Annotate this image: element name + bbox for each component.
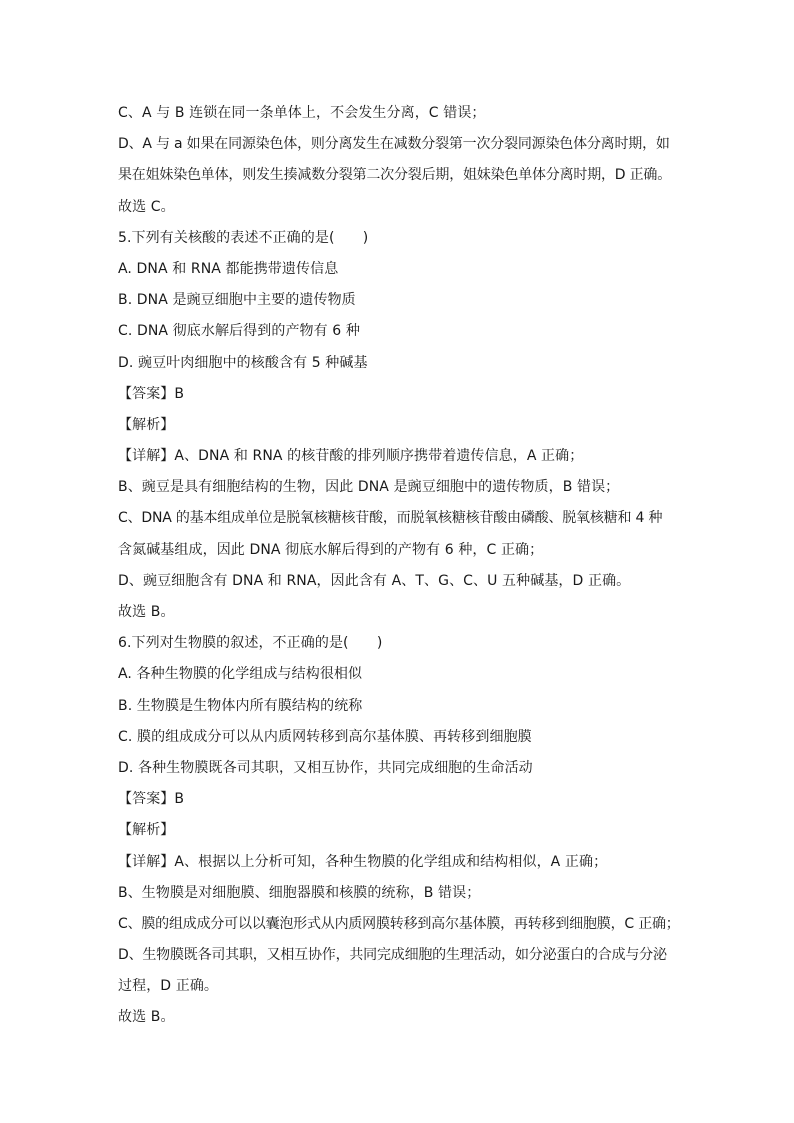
text-line: 果在姐妹染色单体，则发生揍减数分裂第二次分裂后期，姐妹染色单体分离时期，D 正确。 <box>118 167 672 184</box>
text-line: B、豌豆是具有细胞结构的生物，因此 DNA 是豌豆细胞中的遗传物质，B 错误； <box>118 479 620 496</box>
question-6-option-d: D. 各种生物膜既各司其职，又相互协作，共同完成细胞的生命活动 <box>118 759 533 776</box>
text-line: D、豌豆细胞含有 DNA 和 RNA，因此含有 A、T、G、C、U 五种碱基，D 正确。 <box>118 572 631 589</box>
question-5-option-a: A. DNA 和 RNA 都能携带遗传信息 <box>118 260 339 277</box>
question-5-option-b: B. DNA 是豌豆细胞中主要的遗传物质 <box>118 292 356 309</box>
answer-label: 【答案】B <box>118 385 185 402</box>
text-line: 含氮碱基组成，因此 DNA 彻底水解后得到的产物有 6 种，C 正确； <box>118 541 544 558</box>
question-5-option-c: C. DNA 彻底水解后得到的产物有 6 种 <box>118 323 360 340</box>
text-line: 故选 C。 <box>118 198 175 215</box>
text-line: C、膜的组成成分可以以囊泡形式从内质网膜转移到高尔基体膜，再转移到细胞膜，C 正确； <box>118 915 680 932</box>
text-line: B、生物膜是对细胞膜、细胞器膜和核膜的统称，B 错误； <box>118 884 481 901</box>
question-6-option-b: B. 生物膜是生物体内所有膜结构的统称 <box>118 697 363 714</box>
text-line: 过程，D 正确。 <box>118 978 219 995</box>
answer-label: 【答案】B <box>118 791 185 808</box>
text-line: D、A 与 a 如果在同源染色体，则分离发生在减数分裂第一次分裂同源染色体分离时期，如 <box>118 136 670 153</box>
text-line: C、DNA 的基本组成单位是脱氧核糖核苷酸，而脱氧核糖核苷酸由磷酸、脱氧核糖和 4 种 <box>118 510 663 527</box>
question-5-option-d: D. 豌豆叶肉细胞中的核酸含有 5 种碱基 <box>118 354 368 371</box>
text-line: 故选 B。 <box>118 1009 175 1026</box>
analysis-label: 【解析】 <box>118 822 175 839</box>
text-line: 【详解】A、根据以上分析可知，各种生物膜的化学组成和结构相似，A 正确； <box>118 853 608 870</box>
question-6-stem: 6.下列对生物膜的叙述，不正确的是( ) <box>118 635 383 652</box>
question-6-option-a: A. 各种生物膜的化学组成与结构很相似 <box>118 666 363 683</box>
text-line: 故选 B。 <box>118 604 175 620</box>
text-line: 【详解】A、DNA 和 RNA 的核苷酸的排列顺序携带着遗传信息，A 正确； <box>118 448 584 465</box>
question-6-option-c: C. 膜的组成成分可以从内质网转移到高尔基体膜、再转移到细胞膜 <box>118 728 532 745</box>
text-line: D、生物膜既各司其职，又相互协作，共同完成细胞的生理活动，如分泌蛋白的合成与分泌 <box>118 947 667 964</box>
text-line: C、A 与 B 连锁在同一条单体上，不会发生分离，C 错误； <box>118 105 486 121</box>
document-body <box>118 98 688 1034</box>
analysis-label: 【解析】 <box>118 416 175 433</box>
question-5-stem: 5.下列有关核酸的表述不正确的是( ) <box>118 229 369 246</box>
